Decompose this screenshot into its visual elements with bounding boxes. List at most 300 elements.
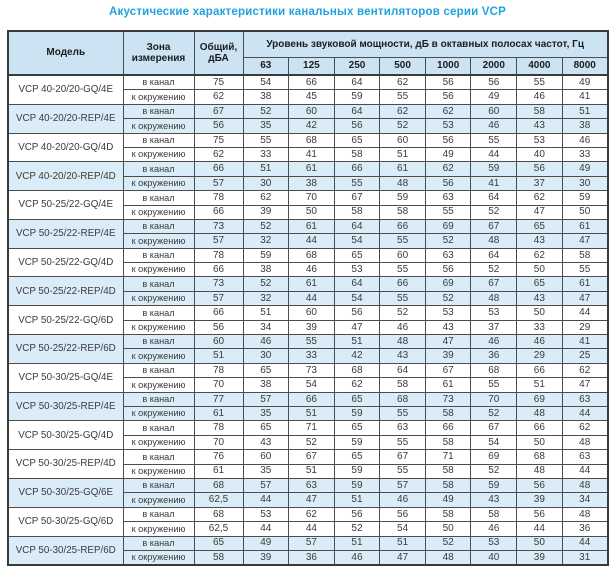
level-cell: 46	[471, 335, 517, 349]
model-cell: VCP 50-30/25-REP/4E	[8, 392, 123, 421]
total-dba-cell: 51	[194, 349, 243, 363]
level-cell: 48	[471, 291, 517, 305]
level-cell: 59	[334, 464, 380, 478]
level-cell: 46	[243, 335, 289, 349]
col-header-freq-63: 63	[243, 58, 289, 76]
total-dba-cell: 67	[194, 104, 243, 118]
col-header-total: Общий, дБА	[194, 31, 243, 75]
level-cell: 52	[425, 291, 471, 305]
level-cell: 58	[334, 147, 380, 161]
level-cell: 57	[289, 536, 335, 550]
level-cell: 58	[425, 464, 471, 478]
level-cell: 60	[289, 104, 335, 118]
level-cell: 68	[380, 392, 426, 406]
zone-label-ambient: к окружению	[123, 176, 194, 190]
level-cell: 65	[334, 392, 380, 406]
zone-label-ambient: к окружению	[123, 90, 194, 104]
level-cell: 51	[562, 104, 608, 118]
level-cell: 29	[562, 320, 608, 334]
col-header-freq-1000: 1000	[425, 58, 471, 76]
total-dba-cell: 75	[194, 75, 243, 90]
total-dba-cell: 60	[194, 335, 243, 349]
zone-label-ambient: к окружению	[123, 205, 194, 219]
level-cell: 50	[289, 205, 335, 219]
level-cell: 50	[517, 306, 563, 320]
level-cell: 33	[562, 147, 608, 161]
level-cell: 65	[243, 363, 289, 377]
level-cell: 59	[471, 478, 517, 492]
level-cell: 59	[334, 435, 380, 449]
level-cell: 43	[380, 349, 426, 363]
level-cell: 44	[243, 493, 289, 507]
level-cell: 62	[425, 162, 471, 176]
total-dba-cell: 61	[194, 464, 243, 478]
total-dba-cell: 70	[194, 435, 243, 449]
level-cell: 51	[334, 493, 380, 507]
level-cell: 68	[517, 450, 563, 464]
zone-label-ambient: к окружению	[123, 522, 194, 536]
level-cell: 73	[289, 363, 335, 377]
level-cell: 56	[380, 507, 426, 521]
level-cell: 39	[517, 550, 563, 565]
level-cell: 64	[471, 248, 517, 262]
level-cell: 55	[380, 291, 426, 305]
level-cell: 52	[425, 536, 471, 550]
level-cell: 59	[334, 90, 380, 104]
level-cell: 62	[243, 191, 289, 205]
total-dba-cell: 75	[194, 133, 243, 147]
level-cell: 59	[562, 191, 608, 205]
level-cell: 47	[380, 550, 426, 565]
level-cell: 62	[380, 75, 426, 90]
level-cell: 52	[243, 219, 289, 233]
level-cell: 30	[562, 176, 608, 190]
zone-label-duct: в канал	[123, 421, 194, 435]
row-duct-VCP 40-20/20-GQ/4D	[8, 133, 608, 147]
level-cell: 64	[380, 363, 426, 377]
level-cell: 33	[517, 320, 563, 334]
level-cell: 58	[425, 478, 471, 492]
level-cell: 68	[289, 133, 335, 147]
level-cell: 46	[517, 335, 563, 349]
level-cell: 56	[517, 507, 563, 521]
level-cell: 44	[289, 291, 335, 305]
row-duct-VCP 50-30/25-GQ/6D	[8, 507, 608, 521]
level-cell: 42	[334, 349, 380, 363]
level-cell: 62	[380, 104, 426, 118]
level-cell: 55	[562, 263, 608, 277]
level-cell: 56	[334, 119, 380, 133]
total-dba-cell: 57	[194, 234, 243, 248]
level-cell: 51	[243, 162, 289, 176]
level-cell: 63	[562, 450, 608, 464]
total-dba-cell: 78	[194, 421, 243, 435]
level-cell: 53	[334, 263, 380, 277]
level-cell: 54	[380, 522, 426, 536]
zone-label-ambient: к окружению	[123, 119, 194, 133]
page-title: Акустические характеристики канальных вентиляторов серии VCP	[108, 6, 507, 18]
model-cell: VCP 40-20/20-REP/4D	[8, 162, 123, 191]
level-cell: 35	[243, 464, 289, 478]
level-cell: 52	[289, 435, 335, 449]
level-cell: 42	[289, 119, 335, 133]
level-cell: 66	[425, 421, 471, 435]
row-duct-VCP 50-25/22-REP/6D	[8, 335, 608, 349]
level-cell: 49	[562, 162, 608, 176]
level-cell: 48	[471, 234, 517, 248]
level-cell: 55	[334, 176, 380, 190]
level-cell: 40	[517, 147, 563, 161]
level-cell: 52	[334, 522, 380, 536]
zone-label-ambient: к окружению	[123, 320, 194, 334]
zone-label-duct: в канал	[123, 392, 194, 406]
total-dba-cell: 66	[194, 162, 243, 176]
level-cell: 60	[289, 306, 335, 320]
level-cell: 52	[471, 406, 517, 420]
zone-label-ambient: к окружению	[123, 406, 194, 420]
level-cell: 40	[471, 550, 517, 565]
level-cell: 65	[334, 248, 380, 262]
level-cell: 56	[517, 478, 563, 492]
level-cell: 48	[380, 176, 426, 190]
level-cell: 60	[380, 133, 426, 147]
level-cell: 65	[517, 219, 563, 233]
total-dba-cell: 68	[194, 478, 243, 492]
zone-label-duct: в канал	[123, 277, 194, 291]
level-cell: 62	[517, 191, 563, 205]
level-cell: 41	[289, 147, 335, 161]
level-cell: 36	[471, 349, 517, 363]
level-cell: 43	[425, 320, 471, 334]
model-cell: VCP 50-30/25-GQ/6E	[8, 478, 123, 507]
level-cell: 38	[289, 176, 335, 190]
row-duct-VCP 50-30/25-GQ/4E	[8, 363, 608, 377]
level-cell: 44	[243, 522, 289, 536]
level-cell: 49	[562, 75, 608, 90]
level-cell: 69	[471, 450, 517, 464]
level-cell: 62	[562, 363, 608, 377]
level-cell: 66	[334, 162, 380, 176]
level-cell: 46	[517, 90, 563, 104]
level-cell: 48	[562, 435, 608, 449]
zone-label-ambient: к окружению	[123, 234, 194, 248]
level-cell: 48	[517, 406, 563, 420]
model-cell: VCP 50-30/25-GQ/4D	[8, 421, 123, 450]
level-cell: 59	[471, 162, 517, 176]
model-cell: VCP 40-20/20-REP/4E	[8, 104, 123, 133]
level-cell: 56	[334, 507, 380, 521]
table-header	[8, 31, 608, 75]
total-dba-cell: 56	[194, 320, 243, 334]
zone-label-duct: в канал	[123, 133, 194, 147]
level-cell: 66	[380, 277, 426, 291]
level-cell: 61	[562, 277, 608, 291]
total-dba-cell: 62	[194, 90, 243, 104]
level-cell: 54	[334, 291, 380, 305]
level-cell: 44	[289, 234, 335, 248]
level-cell: 62	[562, 421, 608, 435]
level-cell: 64	[334, 104, 380, 118]
zone-label-ambient: к окружению	[123, 464, 194, 478]
level-cell: 60	[380, 248, 426, 262]
level-cell: 46	[380, 493, 426, 507]
level-cell: 48	[380, 335, 426, 349]
zone-label-duct: в канал	[123, 248, 194, 262]
level-cell: 44	[289, 522, 335, 536]
zone-label-duct: в канал	[123, 536, 194, 550]
total-dba-cell: 77	[194, 392, 243, 406]
zone-label-duct: в канал	[123, 507, 194, 521]
total-dba-cell: 73	[194, 277, 243, 291]
table-body	[8, 75, 608, 565]
level-cell: 68	[289, 248, 335, 262]
level-cell: 58	[425, 507, 471, 521]
col-header-zone: Зона измерения	[123, 31, 194, 75]
level-cell: 54	[334, 234, 380, 248]
level-cell: 65	[334, 450, 380, 464]
level-cell: 51	[380, 147, 426, 161]
level-cell: 71	[289, 421, 335, 435]
level-cell: 43	[471, 493, 517, 507]
total-dba-cell: 62,5	[194, 493, 243, 507]
level-cell: 38	[243, 263, 289, 277]
level-cell: 60	[471, 104, 517, 118]
zone-label-duct: в канал	[123, 104, 194, 118]
level-cell: 50	[517, 536, 563, 550]
level-cell: 55	[380, 464, 426, 478]
total-dba-cell: 62	[194, 147, 243, 161]
level-cell: 68	[334, 363, 380, 377]
level-cell: 44	[562, 464, 608, 478]
level-cell: 54	[289, 378, 335, 392]
level-cell: 34	[562, 493, 608, 507]
col-header-freq-4000: 4000	[517, 58, 563, 76]
level-cell: 46	[471, 119, 517, 133]
model-cell: VCP 50-25/22-REP/6D	[8, 335, 123, 364]
total-dba-cell: 66	[194, 263, 243, 277]
level-cell: 47	[517, 205, 563, 219]
level-cell: 66	[517, 421, 563, 435]
level-cell: 30	[243, 349, 289, 363]
level-cell: 61	[380, 162, 426, 176]
model-cell: VCP 50-25/22-GQ/4E	[8, 191, 123, 220]
level-cell: 51	[517, 378, 563, 392]
level-cell: 59	[334, 406, 380, 420]
level-cell: 55	[380, 406, 426, 420]
level-cell: 48	[562, 478, 608, 492]
model-cell: VCP 50-25/22-GQ/4D	[8, 248, 123, 277]
zone-label-ambient: к окружению	[123, 550, 194, 565]
level-cell: 44	[471, 147, 517, 161]
level-cell: 61	[562, 219, 608, 233]
acoustic-characteristics-table	[7, 30, 609, 566]
level-cell: 66	[517, 363, 563, 377]
level-cell: 47	[334, 320, 380, 334]
level-cell: 54	[471, 435, 517, 449]
level-cell: 63	[425, 191, 471, 205]
level-cell: 46	[471, 522, 517, 536]
level-cell: 65	[334, 133, 380, 147]
level-cell: 51	[243, 306, 289, 320]
level-cell: 58	[334, 205, 380, 219]
row-duct-VCP 50-30/25-GQ/4D	[8, 421, 608, 435]
total-dba-cell: 57	[194, 176, 243, 190]
level-cell: 52	[471, 263, 517, 277]
level-cell: 46	[562, 133, 608, 147]
total-dba-cell: 56	[194, 119, 243, 133]
level-cell: 36	[562, 522, 608, 536]
level-cell: 54	[243, 75, 289, 90]
col-header-model: Модель	[8, 31, 123, 75]
level-cell: 55	[471, 378, 517, 392]
level-cell: 60	[243, 450, 289, 464]
model-cell: VCP 40-20/20-GQ/4D	[8, 133, 123, 162]
level-cell: 53	[243, 507, 289, 521]
level-cell: 33	[289, 349, 335, 363]
row-duct-VCP 40-20/20-REP/4D	[8, 162, 608, 176]
level-cell: 47	[562, 378, 608, 392]
level-cell: 62	[517, 248, 563, 262]
level-cell: 56	[425, 176, 471, 190]
level-cell: 67	[334, 191, 380, 205]
level-cell: 52	[471, 464, 517, 478]
level-cell: 69	[517, 392, 563, 406]
level-cell: 55	[289, 335, 335, 349]
level-cell: 73	[425, 392, 471, 406]
model-cell: VCP 50-30/25-GQ/4E	[8, 363, 123, 392]
level-cell: 55	[243, 133, 289, 147]
level-cell: 56	[425, 133, 471, 147]
level-cell: 56	[471, 75, 517, 90]
total-dba-cell: 65	[194, 536, 243, 550]
row-duct-VCP 50-30/25-REP/6D	[8, 536, 608, 550]
level-cell: 58	[425, 435, 471, 449]
total-dba-cell: 61	[194, 406, 243, 420]
level-cell: 53	[471, 536, 517, 550]
zone-label-ambient: к окружению	[123, 435, 194, 449]
level-cell: 43	[517, 119, 563, 133]
level-cell: 63	[289, 478, 335, 492]
row-duct-VCP 50-30/25-GQ/6E	[8, 478, 608, 492]
level-cell: 43	[243, 435, 289, 449]
level-cell: 55	[380, 234, 426, 248]
level-cell: 47	[289, 493, 335, 507]
level-cell: 55	[380, 90, 426, 104]
model-cell: VCP 50-25/22-GQ/6D	[8, 306, 123, 335]
zone-label-duct: в канал	[123, 191, 194, 205]
zone-label-duct: в канал	[123, 363, 194, 377]
level-cell: 58	[562, 248, 608, 262]
level-cell: 47	[562, 291, 608, 305]
level-cell: 71	[425, 450, 471, 464]
row-duct-VCP 50-25/22-GQ/4D	[8, 248, 608, 262]
level-cell: 48	[425, 550, 471, 565]
level-cell: 63	[425, 248, 471, 262]
level-cell: 35	[243, 406, 289, 420]
zone-label-duct: в канал	[123, 335, 194, 349]
level-cell: 69	[425, 277, 471, 291]
level-cell: 62	[425, 104, 471, 118]
col-header-spectrum: Уровень звуковой мощности, дБ в октавных полосах частот, Гц	[243, 31, 608, 58]
level-cell: 31	[562, 550, 608, 565]
level-cell: 61	[289, 219, 335, 233]
level-cell: 47	[562, 234, 608, 248]
level-cell: 55	[425, 205, 471, 219]
total-dba-cell: 62,5	[194, 522, 243, 536]
level-cell: 59	[334, 478, 380, 492]
level-cell: 35	[243, 119, 289, 133]
total-dba-cell: 78	[194, 363, 243, 377]
level-cell: 55	[380, 435, 426, 449]
level-cell: 52	[380, 119, 426, 133]
level-cell: 58	[380, 378, 426, 392]
level-cell: 61	[425, 378, 471, 392]
level-cell: 38	[243, 90, 289, 104]
level-cell: 69	[425, 219, 471, 233]
total-dba-cell: 58	[194, 550, 243, 565]
level-cell: 46	[289, 263, 335, 277]
total-dba-cell: 66	[194, 205, 243, 219]
model-cell: VCP 50-25/22-REP/4E	[8, 219, 123, 248]
level-cell: 51	[334, 536, 380, 550]
level-cell: 67	[471, 219, 517, 233]
level-cell: 51	[289, 464, 335, 478]
level-cell: 57	[243, 392, 289, 406]
level-cell: 58	[380, 205, 426, 219]
level-cell: 64	[334, 219, 380, 233]
col-header-freq-2000: 2000	[471, 58, 517, 76]
level-cell: 39	[425, 349, 471, 363]
level-cell: 67	[380, 450, 426, 464]
level-cell: 45	[289, 90, 335, 104]
col-header-freq-8000: 8000	[562, 58, 608, 76]
level-cell: 51	[380, 536, 426, 550]
total-dba-cell: 68	[194, 507, 243, 521]
row-duct-VCP 50-30/25-REP/4E	[8, 392, 608, 406]
level-cell: 68	[471, 363, 517, 377]
level-cell: 58	[425, 406, 471, 420]
zone-label-duct: в канал	[123, 450, 194, 464]
total-dba-cell: 57	[194, 291, 243, 305]
level-cell: 39	[243, 550, 289, 565]
level-cell: 52	[243, 277, 289, 291]
row-duct-VCP 50-25/22-REP/4E	[8, 219, 608, 233]
row-duct-VCP 50-25/22-GQ/6D	[8, 306, 608, 320]
level-cell: 39	[243, 205, 289, 219]
level-cell: 52	[243, 104, 289, 118]
level-cell: 66	[289, 392, 335, 406]
level-cell: 43	[517, 234, 563, 248]
level-cell: 56	[425, 75, 471, 90]
level-cell: 43	[517, 291, 563, 305]
level-cell: 32	[243, 234, 289, 248]
level-cell: 57	[243, 478, 289, 492]
level-cell: 55	[517, 75, 563, 90]
level-cell: 56	[517, 162, 563, 176]
col-header-freq-125: 125	[289, 58, 335, 76]
zone-label-duct: в канал	[123, 478, 194, 492]
level-cell: 65	[517, 277, 563, 291]
zone-label-duct: в канал	[123, 306, 194, 320]
level-cell: 55	[471, 133, 517, 147]
level-cell: 39	[517, 493, 563, 507]
level-cell: 66	[380, 219, 426, 233]
level-cell: 62	[334, 378, 380, 392]
zone-label-ambient: к окружению	[123, 493, 194, 507]
level-cell: 29	[517, 349, 563, 363]
model-cell: VCP 50-30/25-REP/6D	[8, 536, 123, 565]
level-cell: 32	[243, 291, 289, 305]
